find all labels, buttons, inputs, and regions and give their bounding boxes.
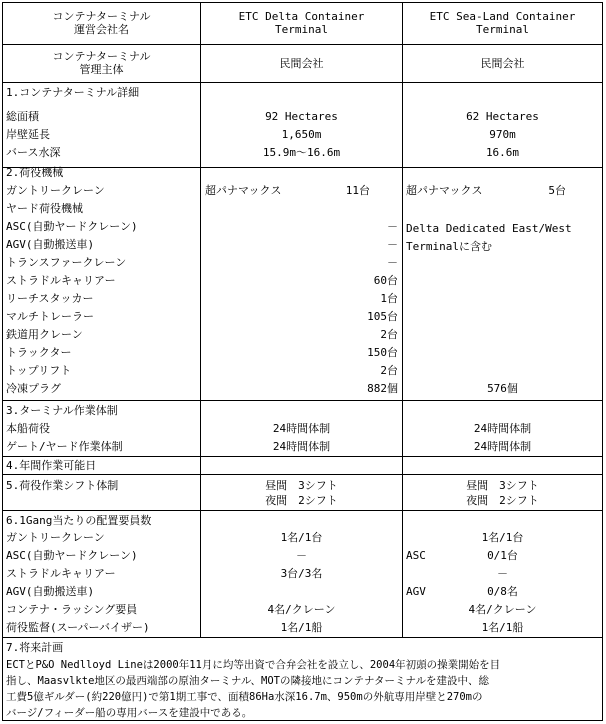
s6-row-sealand: 4名/クレーン — [468, 603, 537, 616]
section-3-title: 3.ターミナル作業体制 — [6, 404, 118, 417]
s2-reefer-label: 冷凍プラグ — [6, 382, 61, 395]
s2-row-label: トラックター — [6, 346, 72, 359]
s3-row-sealand: 24時間体制 — [473, 440, 532, 453]
management-label: コンテナターミナル 管理主体 — [52, 50, 151, 76]
s1-row-sealand: 62 Hectares — [466, 110, 539, 123]
s2-row-delta: 105台 — [367, 310, 398, 323]
section-7-title: 7.将来計画 — [6, 641, 64, 654]
s2-reefer-sealand: 576個 — [487, 382, 518, 395]
s2-row-label: リーチスタッカー — [6, 292, 94, 305]
s2-row-label: トップリフト — [6, 364, 72, 377]
s2-row-delta: 150台 — [367, 346, 398, 359]
s1-row-label: 総面積 — [6, 110, 39, 123]
s3-row-delta: 24時間体制 — [272, 440, 331, 453]
section-5-title: 5.荷役作業シフト体制 — [6, 479, 119, 492]
s2-row-delta: － — [387, 238, 398, 251]
s1-row-delta: 15.9m～16.6m — [262, 146, 341, 159]
s2-gantry-delta-count: 11台 — [345, 184, 370, 197]
s2-row-delta: 2台 — [380, 328, 398, 341]
delta-terminal-title: ETC Delta Container Terminal — [238, 10, 365, 36]
s3-row-sealand: 24時間体制 — [473, 422, 532, 435]
s1-row-sealand: 16.6m — [485, 146, 520, 159]
s6-row-label: 荷役監督(スーパーバイザー) — [6, 621, 150, 634]
s2-row-label: トランスファークレーン — [6, 256, 127, 269]
s2-row-delta: － — [387, 220, 398, 233]
management-sealand: 民間会社 — [480, 57, 525, 70]
s7-plan-line: バージ/フィーダー船の専用バースを建設中である。 — [6, 707, 253, 719]
s3-row-label: 本船荷役 — [6, 422, 50, 435]
section-1-title: 1.コンテナターミナル詳細 — [6, 86, 140, 99]
s1-row-label: バース水深 — [6, 146, 61, 159]
s2-row-label: 鉄道用クレーン — [6, 328, 83, 341]
s2-row-delta: － — [387, 256, 398, 269]
s6-row-sealand-prefix: AGV — [406, 585, 426, 598]
section-6-title: 6.1Gang当たりの配置要員数 — [6, 514, 152, 527]
s2-gantry-sealand-type: 超パナマックス — [406, 184, 483, 197]
s2-gantry-sealand-count: 5台 — [548, 184, 566, 197]
s5-delta-shifts: 昼間 3シフト 夜間 2シフト — [265, 479, 338, 507]
s1-row-label: 岸壁延長 — [6, 128, 50, 141]
s2-row-delta: 60台 — [373, 274, 398, 287]
s2-row-label: ストラドルキャリアー — [6, 274, 116, 287]
section-4-title: 4.年間作業可能日 — [6, 459, 97, 472]
s6-row-label: ストラドルキャリアー — [6, 567, 116, 580]
s2-yard-label: ヤード荷役機械 — [6, 202, 83, 215]
s6-row-label: AGV(自動搬送車) — [6, 585, 95, 598]
sealand-terminal-title: ETC Sea-Land Container Terminal — [429, 10, 576, 36]
s2-row-label: AGV(自動搬送車) — [6, 238, 95, 251]
s6-row-delta: 1名/1台 — [280, 531, 323, 544]
s1-row-sealand: 970m — [489, 128, 516, 141]
s2-row-label: ASC(自動ヤードクレーン) — [6, 220, 138, 233]
s6-row-sealand: 0/1台 — [487, 549, 518, 562]
s2-row-delta: 1台 — [380, 292, 398, 305]
s7-plan-line: 工費5億ギルダー(約220億円)で第1期工事で、面積86Ha水深16.7m、950mの外航専用岸壁と270mの — [6, 691, 483, 703]
management-delta: 民間会社 — [279, 57, 324, 70]
s6-row-delta: － — [296, 549, 307, 562]
s2-row-delta: 2台 — [380, 364, 398, 377]
s6-row-sealand: － — [497, 567, 508, 580]
s2-reefer-delta: 882個 — [367, 382, 398, 395]
s2-row-label: マルチトレーラー — [6, 310, 94, 323]
s6-row-label: ガントリークレーン — [6, 531, 105, 544]
s6-row-label: ASC(自動ヤードクレーン) — [6, 549, 138, 562]
s6-row-sealand-prefix: ASC — [406, 549, 426, 562]
s2-sealand-note: Delta Dedicated East/West Terminalに含む — [406, 222, 572, 253]
s2-gantry-label: ガントリークレーン — [6, 184, 105, 197]
s6-row-delta: 4名/クレーン — [267, 603, 336, 616]
section-2-title: 2.荷役機械 — [6, 166, 64, 179]
s6-row-sealand: 1名/1船 — [481, 621, 524, 634]
s6-row-delta: 1名/1船 — [280, 621, 323, 634]
s3-row-delta: 24時間体制 — [272, 422, 331, 435]
s6-row-label: コンテナ・ラッシング要員 — [6, 603, 138, 616]
s3-row-label: ゲート/ヤード作業体制 — [6, 440, 123, 453]
operator-label: コンテナターミナル 運営会社名 — [52, 10, 151, 36]
s7-plan-line: 指し、Maasvlkte地区の最西端部の原油ターミナル、MOTの隣接地にコンテナターミナルを建設中、総 — [6, 675, 489, 687]
s1-row-delta: 92 Hectares — [265, 110, 338, 123]
s1-row-delta: 1,650m — [281, 128, 322, 141]
s5-sealand-shifts: 昼間 3シフト 夜間 2シフト — [466, 479, 539, 507]
s6-row-delta: 3台/3名 — [280, 567, 323, 580]
s6-row-sealand: 0/8名 — [487, 585, 518, 598]
s6-row-sealand: 1名/1台 — [481, 531, 524, 544]
s7-plan-line: ECTとP&O Nedlloyd Lineは2000年11月に均等出資で合弁会社を設立し、2004年初頭の操業開始を目 — [6, 659, 501, 671]
s2-gantry-delta-type: 超パナマックス — [205, 184, 282, 197]
